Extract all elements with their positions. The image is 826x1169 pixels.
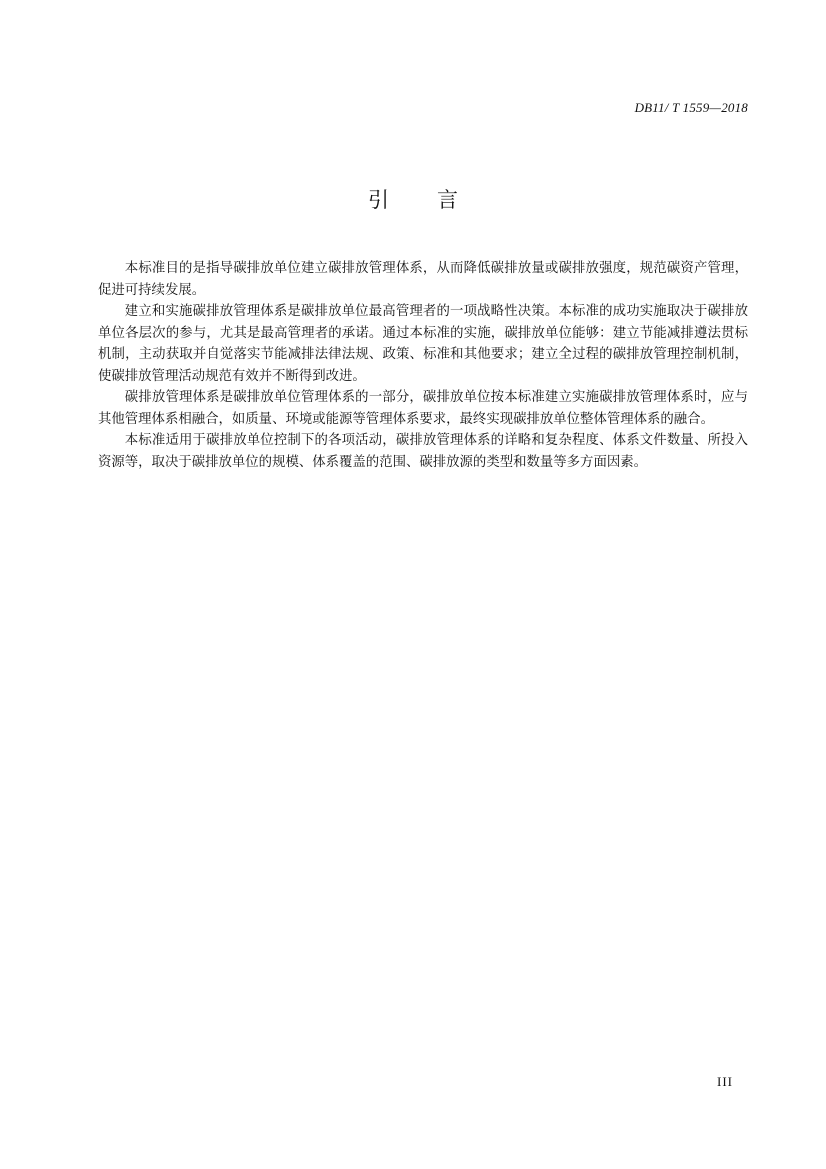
document-body	[98, 258, 748, 473]
title-char-2: 言	[437, 188, 458, 212]
title-char-1: 引	[368, 188, 389, 212]
standard-code: DB11/ T 1559—2018	[634, 100, 748, 115]
page-title	[0, 184, 826, 214]
paragraph: 本标准适用于碳排放单位控制下的各项活动，碳排放管理体系的详略和复杂程度、体系文件数量、所投入资源等，取决于碳排放单位的规模、体系覆盖的范围、碳排放源的类型和数量等多方面因素。	[98, 433, 748, 470]
page-number: III	[717, 1074, 733, 1089]
paragraph: 建立和实施碳排放管理体系是碳排放单位最高管理者的一项战略性决策。本标准的成功实施取决于碳排放单位各层次的参与，尤其是最高管理者的承诺。通过本标准的实施，碳排放单位能够：建立节能减排遵法贯标机制，主动获取并自觉落实节能减排法律法规、政策、标准和其他要求；建立全过程的碳排放管理控制机制，使碳排放管理活动规范有效并不断得到改进。	[98, 304, 748, 384]
paragraph: 本标准目的是指导碳排放单位建立碳排放管理体系，从而降低碳排放量或碳排放强度，规范碳资产管理，促进可持续发展。	[98, 261, 748, 298]
paragraph: 碳排放管理体系是碳排放单位管理体系的一部分，碳排放单位按本标准建立实施碳排放管理体系时，应与其他管理体系相融合，如质量、环境或能源等管理体系要求，最终实现碳排放单位整体管理体系的融合。	[98, 390, 748, 427]
